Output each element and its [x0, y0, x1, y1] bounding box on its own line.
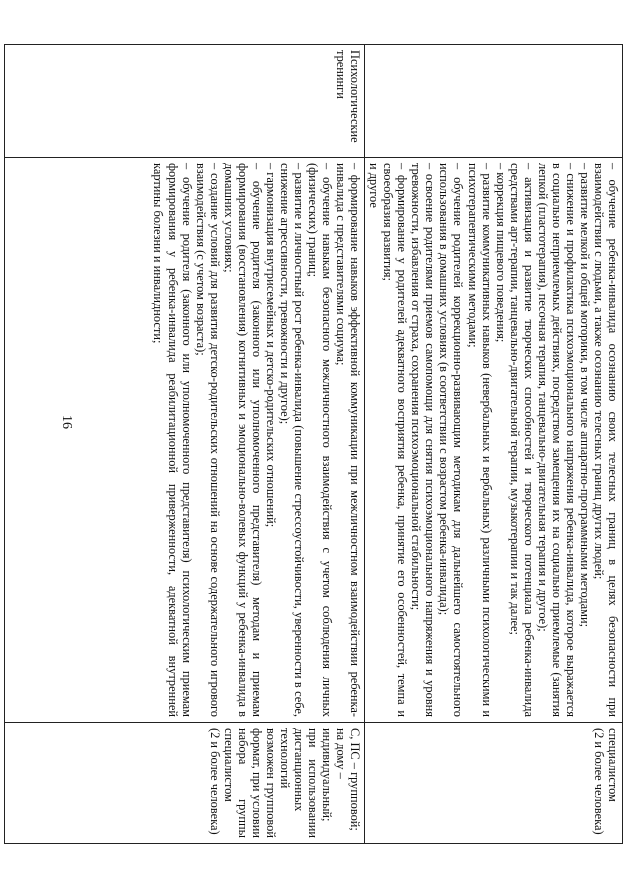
table-row — [365, 45, 623, 844]
content-cell — [5, 158, 365, 723]
list-item: – активизация и развитие творческих способностей и творческого потенциала ребенка-инвалида средствами арт-терапии, танцевально-двигательной терапии, музыкотерапии и так далее; — [507, 163, 536, 717]
list-item: – обучение родителя (законного или уполномоченного представителя) методам и приемам формирования (восстановления) когнитивных и эмоционально-волевых функций у ребенка-инвалида в домашних условиях; — [221, 163, 264, 717]
form-line: С, ПС – групповой; — [348, 728, 363, 831]
list-item: – формирование у родителей адекватного восприятия ребенка, принятие его особенностей, темпа и своеобразия развития; — [381, 163, 410, 717]
form-line: индивидуальный; — [320, 728, 335, 822]
list-item: – развитие коммуникативных навыков (невербальных и вербальных) различными психологическими и психотерапевтическими методами; — [465, 163, 494, 717]
page-number: 16 — [59, 415, 74, 429]
rotated-page — [76, 44, 623, 844]
form-line: специалистом — [606, 728, 620, 802]
list-item: – обучение родителей коррекционно-развивающим методикам для дальнейшего самостоятельного использования в домашних условиях (в соответствии с возрастом ребенка-инвалида); — [437, 163, 466, 717]
form-line: возможен групповой формат, при условии набора группы специалистом — [221, 728, 278, 838]
form-line: (2 и более человека) — [591, 728, 606, 835]
list-item: – создание условий для развития детско-родительских отношений на основе содержательного игрового взаимодействия (с учетом возраста); — [193, 163, 222, 717]
services-table — [4, 44, 623, 844]
table-row — [5, 45, 365, 844]
list-item: – освоение родителями приемов самопомощи для снятия психоэмоционального напряжения и уровня тревожности, избавления от страха, сохранения психоэмоциональной стабильности; — [409, 163, 438, 717]
form-line: при использовании дистанционных технологий — [277, 728, 321, 838]
list-item: – обучение ребенка-инвалида осознанию своих телесных границ в целях безопасности при взаимодействии с людьми, а также осознанию телесных границ других людей; — [591, 163, 620, 717]
list-item: – снижение и профилактика психоэмоционального напряжения ребенка-инвалида, которое выражается в социально неприемлемых действиях, посредством замещения их на социально приемлемые (занятия лепкой (пластотерапия), песочная терапия, танцевально-двигательная терапия и другое); — [535, 163, 578, 717]
list-item: и другое — [367, 163, 382, 208]
list-item: – обучение родителя (законного или уполномоченного представителя) психологическим приемам формирования у ребенка-инвалида реабилитационной приверженности, адекватной внутренней картины болезни и инвалидности; — [151, 163, 194, 717]
list-item: – формирование навыков эффективной коммуникации при межличностном взаимодействии ребенка-инвалида с представителями социума; — [334, 163, 363, 717]
content-cell — [365, 158, 623, 723]
form-cell — [365, 723, 623, 844]
list-item: – развитие мелкой и общей моторики, в том числе аппаратно-программными методами; — [577, 163, 592, 628]
list-item: – коррекция пищевого поведения; — [493, 163, 508, 343]
form-cell — [5, 723, 365, 844]
list-item: – развитие и личностный рост ребенка-инвалида (повышение стрессоустойчивости, уверенности в себе, снижение агрессивности, тревожности и другое); — [277, 163, 306, 717]
form-line: (2 и более человека) — [207, 728, 222, 835]
section-cell — [365, 45, 623, 158]
list-item: – гармонизация внутрисемейных и детско-родительских отношений; — [263, 163, 278, 528]
list-item: – обучение навыкам безопасного межличностного взаимодействия с учетом соблюдения личных (физических) границ; — [306, 163, 335, 717]
form-line: на дому – — [334, 728, 349, 779]
section-cell: Психологические тренинги — [5, 45, 365, 158]
